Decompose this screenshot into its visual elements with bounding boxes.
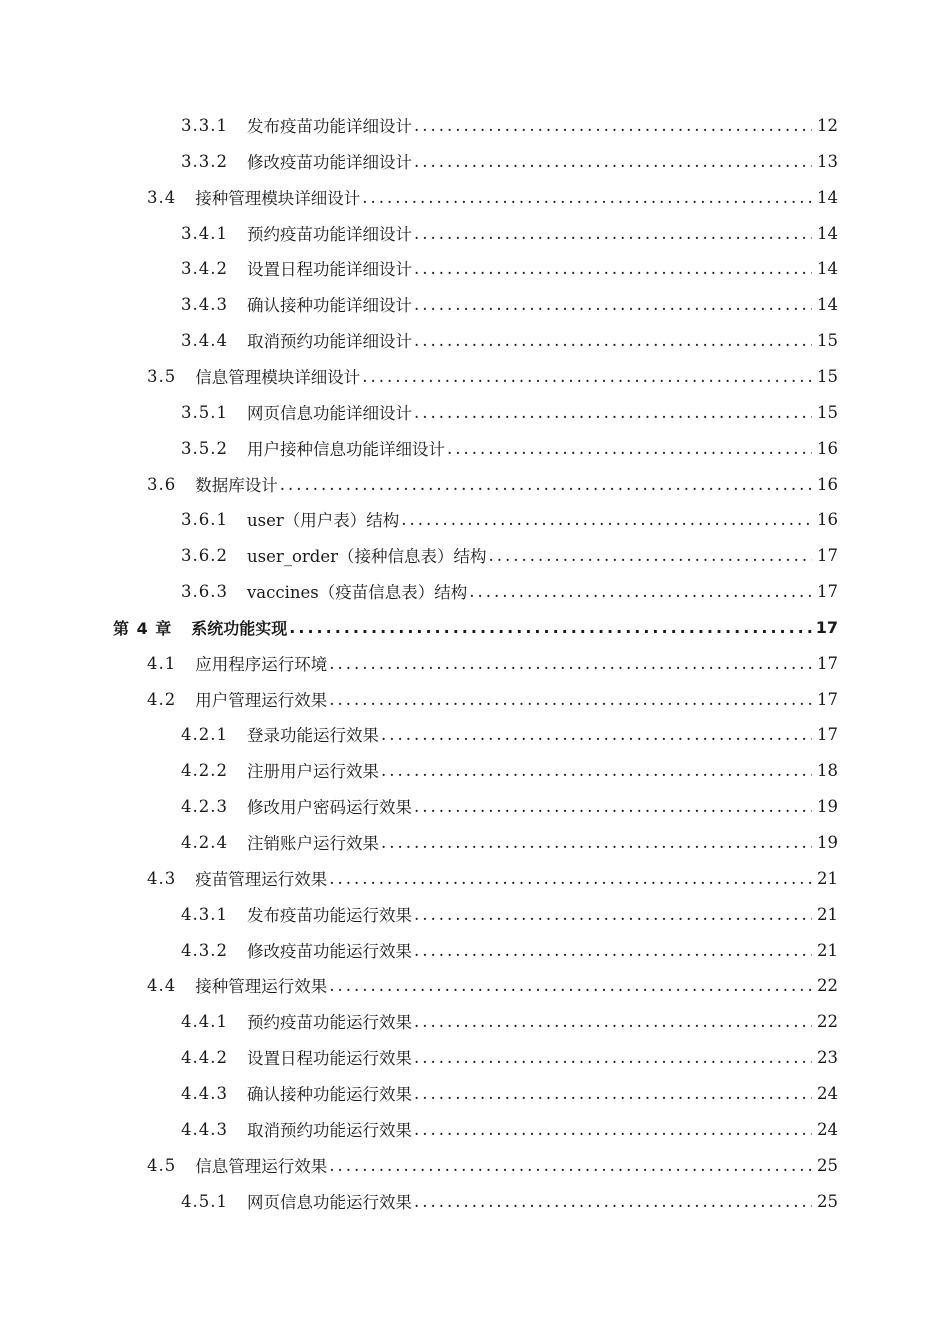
toc-leader-dots: [414, 1012, 812, 1031]
toc-entry-page-number: 17: [815, 617, 838, 637]
toc-leader-dots: [414, 1084, 812, 1103]
toc-entry-title: 取消预约功能运行效果: [246, 1121, 412, 1140]
toc-entry-page-number: 14: [817, 294, 838, 314]
toc-leader-dots: [329, 690, 812, 709]
toc-entry[interactable]: [147, 361, 838, 391]
toc-entry-page-number: 17: [817, 689, 838, 709]
toc-entry-title: 用户管理运行效果: [195, 691, 328, 710]
toc-entry[interactable]: [147, 648, 838, 678]
toc-entry-page-number: 17: [817, 581, 838, 601]
toc-entry-title: 修改疫苗功能详细设计: [246, 153, 412, 172]
toc-leader-dots: [414, 259, 812, 278]
toc-entry[interactable]: [181, 146, 838, 176]
toc-entry[interactable]: [181, 110, 838, 140]
toc-entry-title: 应用程序运行环境: [195, 655, 328, 674]
toc-leader-dots: [414, 1192, 812, 1211]
toc-entry[interactable]: [147, 970, 838, 1000]
toc-entry-title: 预约疫苗功能运行效果: [246, 1013, 412, 1032]
toc-entry-title: 信息管理运行效果: [195, 1157, 328, 1176]
toc-entry[interactable]: [181, 791, 838, 821]
toc-entry-page-number: 22: [817, 975, 838, 995]
toc-entry[interactable]: [181, 899, 838, 929]
toc-leader-dots: [414, 941, 812, 960]
toc-entry-number: 4.2: [147, 689, 177, 709]
toc-entry[interactable]: [181, 253, 838, 283]
toc-entry-title: user（用户表）结构: [246, 511, 400, 530]
toc-entry-title: vaccines（疫苗信息表）结构: [246, 583, 468, 602]
toc-entry-page-number: 14: [817, 223, 838, 243]
toc-leader-dots: [381, 725, 812, 744]
toc-entry-number: 3.6.3: [181, 581, 228, 601]
toc-entry[interactable]: [113, 612, 838, 642]
toc-leader-dots: [381, 833, 812, 852]
toc-entry[interactable]: [181, 576, 838, 606]
toc-entry-number: 4.2.1: [181, 724, 228, 744]
toc-entry[interactable]: [181, 504, 838, 534]
toc-entry[interactable]: [181, 1042, 838, 1072]
toc-entry[interactable]: [181, 289, 838, 319]
toc-entry-number: 3.6: [147, 474, 177, 494]
toc-entry-number: 4.2.3: [181, 796, 228, 816]
toc-entry-title: 修改疫苗功能运行效果: [246, 942, 412, 961]
toc-entry-page-number: 14: [817, 187, 838, 207]
toc-entry-page-number: 18: [817, 760, 838, 780]
toc-entry-number: 第 4 章: [113, 618, 173, 638]
toc-entry[interactable]: [147, 1150, 838, 1180]
toc-leader-dots: [414, 224, 812, 243]
toc-entry-title: 数据库设计: [195, 476, 278, 495]
toc-entry-number: 4.4.1: [181, 1011, 228, 1031]
toc-leader-dots: [414, 797, 812, 816]
toc-entry[interactable]: [181, 1078, 838, 1108]
toc-leader-dots: [401, 510, 812, 529]
toc-entry[interactable]: [181, 755, 838, 785]
toc-entry-title: 修改用户密码运行效果: [246, 798, 412, 817]
toc-entry-number: 4.4.3: [181, 1119, 228, 1139]
toc-entry-title: 用户接种信息功能详细设计: [246, 440, 445, 459]
toc-entry-number: 4.5.1: [181, 1191, 228, 1211]
toc-entry-title: 确认接种功能详细设计: [246, 296, 412, 315]
toc-entry[interactable]: [181, 433, 838, 463]
toc-leader-dots: [447, 439, 812, 458]
toc-entry-title: 信息管理模块详细设计: [195, 368, 361, 387]
toc-entry[interactable]: [181, 540, 838, 570]
toc-entry[interactable]: [181, 397, 838, 427]
toc-leader-dots: [329, 976, 812, 995]
toc-entry-page-number: 15: [817, 366, 838, 386]
toc-entry-number: 3.3.1: [181, 115, 228, 135]
toc-entry-number: 4.2.4: [181, 832, 228, 852]
toc-entry-number: 4.4.3: [181, 1083, 228, 1103]
toc-entry-title: 注册用户运行效果: [246, 762, 379, 781]
toc-entry[interactable]: [181, 935, 838, 965]
toc-leader-dots: [381, 761, 812, 780]
toc-entry-page-number: 15: [817, 330, 838, 350]
toc-leader-dots: [414, 116, 812, 135]
toc-entry-number: 4.2.2: [181, 760, 228, 780]
toc-entry-title: 设置日程功能运行效果: [246, 1049, 412, 1068]
toc-entry-number: 3.4.1: [181, 223, 228, 243]
toc-entry[interactable]: [147, 469, 838, 499]
toc-leader-dots: [414, 1048, 812, 1067]
toc-entry-number: 3.5.1: [181, 402, 228, 422]
toc-entry-number: 3.5: [147, 366, 177, 386]
toc-leader-dots: [414, 1120, 812, 1139]
toc-entry[interactable]: [181, 1114, 838, 1144]
toc-entry-number: 3.3.2: [181, 151, 228, 171]
toc-entry-page-number: 16: [817, 474, 838, 494]
toc-entry-title: 系统功能实现: [191, 618, 288, 638]
toc-leader-dots: [329, 1156, 812, 1175]
toc-entry-title: 接种管理运行效果: [195, 977, 328, 996]
toc-leader-dots: [469, 582, 812, 601]
toc-entry-page-number: 16: [817, 509, 838, 529]
toc-leader-dots: [329, 654, 812, 673]
toc-entry-page-number: 24: [817, 1119, 838, 1139]
toc-entry-number: 3.4.3: [181, 294, 228, 314]
toc-leader-dots: [289, 618, 812, 637]
toc-entry-title: 设置日程功能详细设计: [246, 260, 412, 279]
toc-entry-title: 取消预约功能详细设计: [246, 332, 412, 351]
toc-entry-number: 3.5.2: [181, 438, 228, 458]
toc-entry-page-number: 22: [817, 1011, 838, 1031]
toc-entry-number: 3.4.4: [181, 330, 228, 350]
toc-entry-number: 3.4: [147, 187, 177, 207]
toc-entry-page-number: 17: [817, 724, 838, 744]
toc-leader-dots: [414, 905, 812, 924]
toc-entry-page-number: 25: [817, 1191, 838, 1211]
toc-entry-title: 预约疫苗功能详细设计: [246, 225, 412, 244]
toc-leader-dots: [489, 546, 812, 565]
toc-leader-dots: [414, 331, 812, 350]
toc-entry-page-number: 14: [817, 258, 838, 278]
toc-entry-page-number: 16: [817, 438, 838, 458]
toc-leader-dots: [329, 869, 812, 888]
toc-leader-dots: [414, 152, 812, 171]
toc-entry-number: 4.4.2: [181, 1047, 228, 1067]
toc-entry[interactable]: [181, 1186, 838, 1216]
toc-entry-title: 发布疫苗功能详细设计: [246, 117, 412, 136]
toc-entry-title: 网页信息功能运行效果: [246, 1193, 412, 1212]
toc-entry[interactable]: [147, 863, 838, 893]
toc-entry-page-number: 21: [817, 868, 838, 888]
toc-entry-page-number: 13: [817, 151, 838, 171]
toc-entry[interactable]: [181, 325, 838, 355]
toc-entry-number: 4.5: [147, 1155, 177, 1175]
toc-entry-title: user_order（接种信息表）结构: [246, 547, 487, 566]
toc-entry-number: 3.6.2: [181, 545, 228, 565]
toc-entry-page-number: 17: [817, 545, 838, 565]
toc-entry-number: 4.1: [147, 653, 177, 673]
toc-leader-dots: [414, 295, 812, 314]
toc-entry-page-number: 12: [817, 115, 838, 135]
toc-entry-title: 网页信息功能详细设计: [246, 404, 412, 423]
toc-entry-page-number: 17: [817, 653, 838, 673]
toc-entry-title: 接种管理模块详细设计: [195, 189, 361, 208]
toc-entry-title: 确认接种功能运行效果: [246, 1085, 412, 1104]
toc-entry-page-number: 21: [817, 904, 838, 924]
toc-entry[interactable]: [181, 218, 838, 248]
toc-entry-number: 4.3.2: [181, 940, 228, 960]
toc-entry-number: 3.6.1: [181, 509, 228, 529]
toc-leader-dots: [280, 475, 812, 494]
toc-entry-page-number: 25: [817, 1155, 838, 1175]
toc-entry-title: 登录功能运行效果: [246, 726, 379, 745]
toc-entry[interactable]: [181, 1006, 838, 1036]
toc-entry[interactable]: [181, 719, 838, 749]
toc-entry-page-number: 19: [817, 796, 838, 816]
toc-entry-page-number: 23: [817, 1047, 838, 1067]
toc-entry-page-number: 21: [817, 940, 838, 960]
toc-entry-number: 4.3.1: [181, 904, 228, 924]
toc-entry-title: 发布疫苗功能运行效果: [246, 906, 412, 925]
toc-entry-title: 注销账户运行效果: [246, 834, 379, 853]
toc-entry[interactable]: [181, 827, 838, 857]
toc-entry-page-number: 15: [817, 402, 838, 422]
toc-entry[interactable]: [147, 684, 838, 714]
toc-entry[interactable]: [147, 182, 838, 212]
toc-entry-title: 疫苗管理运行效果: [195, 870, 328, 889]
toc-leader-dots: [414, 403, 812, 422]
toc-entry-number: 3.4.2: [181, 258, 228, 278]
toc-entry-number: 4.3: [147, 868, 177, 888]
toc-leader-dots: [362, 188, 812, 207]
toc-entry-number: 4.4: [147, 975, 177, 995]
toc-leader-dots: [362, 367, 812, 386]
toc-entry-page-number: 19: [817, 832, 838, 852]
toc-entry-page-number: 24: [817, 1083, 838, 1103]
